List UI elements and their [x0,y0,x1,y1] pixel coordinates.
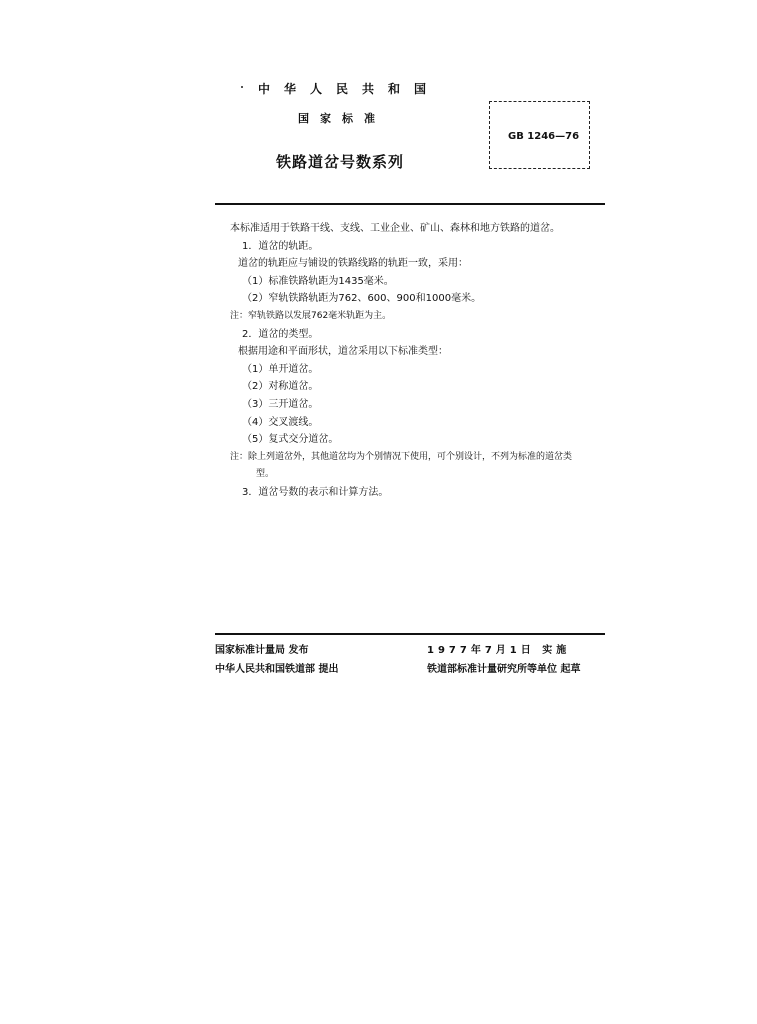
paragraph: 道岔的轨距应与铺设的铁路线路的轨距一致，采用： [238,258,468,270]
proposed-by: 中华人民共和国铁道部 提出 [215,664,339,675]
document-body [230,220,572,502]
section-heading: 3．道岔号数的表示和计算方法。 [242,486,389,498]
list-item: （1）单开道岔。 [242,363,319,375]
country-name: 中华人民共和国 [258,82,441,96]
note: 注：除上列道岔外，其他道岔均为个别情况下使用，可个别设计，不列为标准的道岔类 [230,451,573,462]
standard-code: GB 1246—76 [508,131,580,142]
list-item: （1）标准铁路轨距为1435毫米。 [242,275,394,287]
document-title: 铁路道岔号数系列 [276,153,405,171]
footer-rule [215,633,605,635]
drafted-by: 铁道部标准计量研究所等单位 起草 [427,664,581,675]
scan-speck [241,86,243,88]
note-continuation: 型。 [256,469,275,480]
list-item: （2）对称道岔。 [242,381,319,393]
section-heading: 2．道岔的类型。 [242,328,319,340]
standard-type: 国家标准 [298,112,386,125]
section-heading: 1．道岔的轨距。 [242,240,319,252]
scope-paragraph: 本标准适用于铁路干线、支线、工业企业、矿山、森林和地方铁路的道岔。 [230,223,560,234]
paragraph: 根据用途和平面形状，道岔采用以下标准类型： [238,346,448,358]
list-item: （3）三开道岔。 [242,398,319,410]
list-item: （5）复式交分道岔。 [242,434,339,446]
list-item: （4）交叉渡线。 [242,416,319,428]
issued-by: 国家标准计量局 发布 [215,645,309,656]
note: 注：窄轨铁路以发展762毫米轨距为主。 [230,310,392,321]
header-rule [215,203,605,205]
effective-date: 1977年7月1日 实施 [427,645,571,656]
list-item: （2）窄轨铁路轨距为762、600、900和1000毫米。 [242,293,482,305]
standard-code-box [489,101,590,169]
